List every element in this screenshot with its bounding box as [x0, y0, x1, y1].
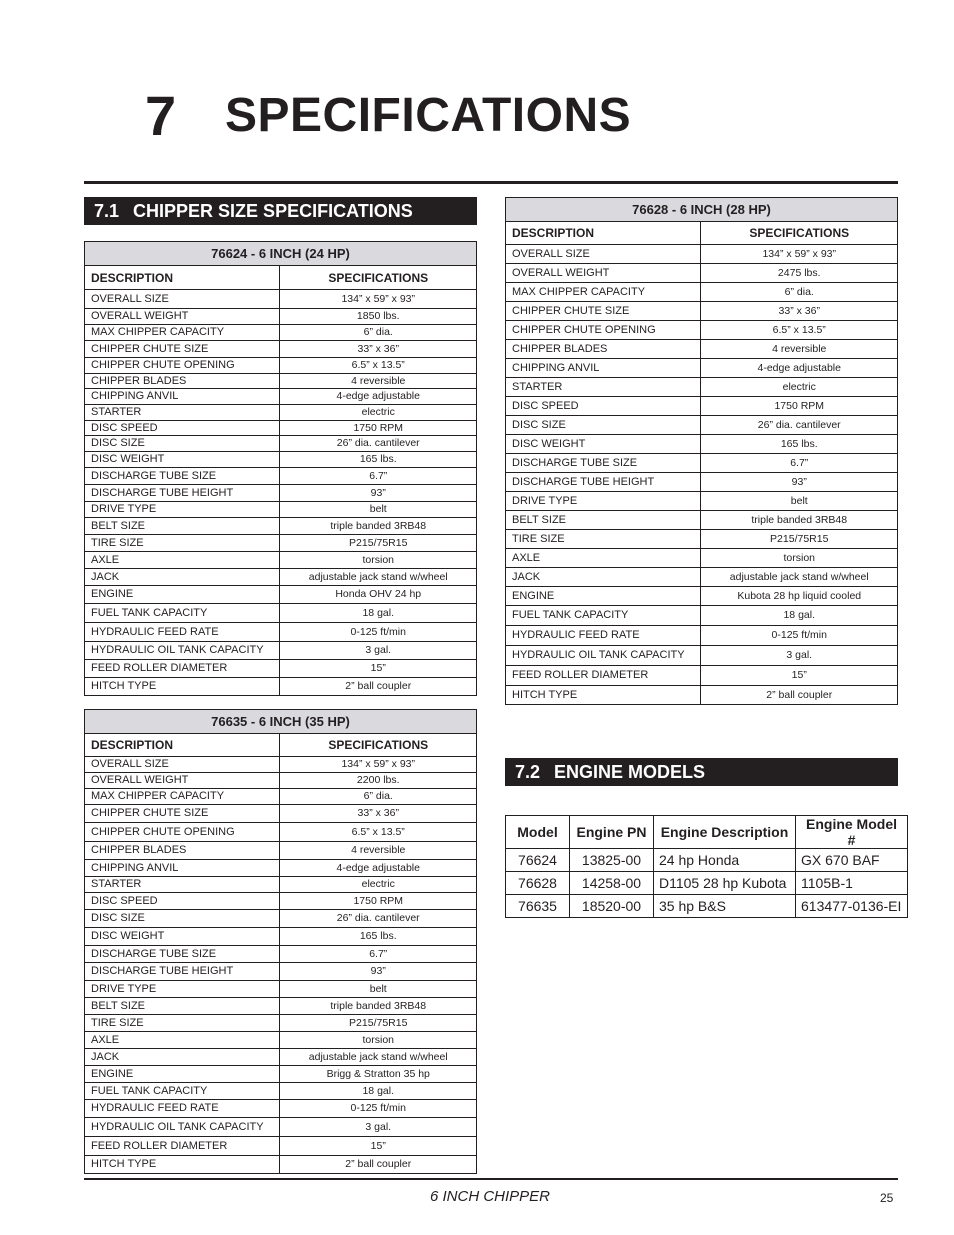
table-row — [85, 963, 477, 981]
engine-model-number-cell: 613477-0136-EI — [796, 895, 908, 918]
spec-value-cell: 6” dia. — [280, 789, 477, 805]
table-row — [506, 454, 898, 473]
spec-description-cell: CHIPPER CHUTE SIZE — [85, 805, 280, 823]
spec-description-cell: DRIVE TYPE — [85, 981, 280, 998]
spec-value-cell: 6.5” x 13.5” — [280, 823, 477, 842]
spec-description-cell: HYDRAULIC FEED RATE — [506, 626, 701, 646]
spec-description-cell: MAX CHIPPER CAPACITY — [85, 789, 280, 805]
table-row — [506, 264, 898, 283]
spec-value-cell: 0-125 ft/min — [701, 626, 898, 646]
spec-value-cell: P215/75R15 — [280, 535, 477, 552]
chapter-number: 7 — [145, 83, 177, 147]
section-heading-chipper — [84, 197, 477, 225]
table-row — [85, 389, 477, 405]
column-header-description: DESCRIPTION — [506, 222, 701, 245]
spec-value-cell: electric — [280, 877, 477, 893]
column-header-engine-description: Engine Description — [654, 816, 796, 849]
spec-description-cell: MAX CHIPPER CAPACITY — [506, 283, 701, 302]
spec-value-cell: electric — [701, 378, 898, 397]
table-row — [85, 374, 477, 389]
spec-description-cell: STARTER — [506, 378, 701, 397]
spec-description-cell: JACK — [85, 1049, 280, 1066]
table-row — [506, 646, 898, 666]
spec-description-cell: CHIPPER CHUTE OPENING — [85, 823, 280, 842]
spec-value-cell: 4-edge adjustable — [701, 359, 898, 378]
spec-description-cell: DISCHARGE TUBE HEIGHT — [85, 963, 280, 981]
table-row — [85, 877, 477, 893]
spec-description-cell: DISC SPEED — [85, 421, 280, 436]
spec-description-cell: FUEL TANK CAPACITY — [85, 604, 280, 623]
spec-description-cell: HITCH TYPE — [85, 1156, 280, 1174]
table-row — [506, 397, 898, 416]
spec-description-cell: HYDRAULIC OIL TANK CAPACITY — [506, 646, 701, 666]
spec-value-cell: 4-edge adjustable — [280, 860, 477, 877]
spec-description-cell: CHIPPER BLADES — [85, 842, 280, 860]
spec-description-cell: HYDRAULIC OIL TANK CAPACITY — [85, 1118, 280, 1137]
spec-description-cell: FEED ROLLER DIAMETER — [506, 666, 701, 686]
table-row — [506, 530, 898, 549]
column-header-specifications: SPECIFICATIONS — [280, 734, 477, 757]
table-row — [506, 302, 898, 321]
spec-value-cell: 26” dia. cantilever — [280, 436, 477, 452]
spec-description-cell: CHIPPER CHUTE SIZE — [506, 302, 701, 321]
table-row — [506, 435, 898, 454]
table-row — [85, 290, 477, 309]
spec-description-cell: FUEL TANK CAPACITY — [85, 1083, 280, 1100]
engine-model-cell: 76635 — [506, 895, 570, 918]
spec-description-cell: DISC SPEED — [85, 893, 280, 910]
table-row — [85, 678, 477, 696]
table-row — [85, 623, 477, 642]
spec-description-cell: OVERALL SIZE — [506, 245, 701, 264]
spec-description-cell: DISC SIZE — [506, 416, 701, 435]
column-header-specifications: SPECIFICATIONS — [701, 222, 898, 245]
spec-description-cell: CHIPPING ANVIL — [85, 389, 280, 405]
spec-value-cell: 2” ball coupler — [280, 1156, 477, 1174]
spec-value-cell: 18 gal. — [280, 1083, 477, 1100]
spec-description-cell: CHIPPER CHUTE OPENING — [506, 321, 701, 340]
footer-title: 6 INCH CHIPPER — [429, 1188, 551, 1205]
spec-value-cell: 6.5” x 13.5” — [280, 358, 477, 374]
spec-value-cell: Kubota 28 hp liquid cooled — [701, 587, 898, 606]
table-row — [85, 1118, 477, 1137]
spec-value-cell: 6.7” — [280, 468, 477, 485]
table-row — [85, 1032, 477, 1049]
spec-description-cell: FUEL TANK CAPACITY — [506, 606, 701, 626]
spec-description-cell: ENGINE — [85, 586, 280, 604]
spec-value-cell: Brigg & Stratton 35 hp — [280, 1066, 477, 1083]
spec-value-cell: 6” dia. — [280, 325, 477, 341]
spec-description-cell: OVERALL WEIGHT — [85, 773, 280, 789]
spec-value-cell: 33” x 36” — [280, 341, 477, 358]
table-row — [85, 309, 477, 325]
table-row — [506, 416, 898, 435]
engine-description-cell: 35 hp B&S — [654, 895, 796, 918]
spec-value-cell: P215/75R15 — [701, 530, 898, 549]
spec-description-cell: AXLE — [85, 1032, 280, 1049]
spec-description-cell: OVERALL WEIGHT — [85, 309, 280, 325]
spec-value-cell: 33” x 36” — [280, 805, 477, 823]
column-header-description: DESCRIPTION — [85, 266, 280, 290]
engine-model-number-cell: 1105B-1 — [796, 872, 908, 895]
column-header-engine-model: Engine Model # — [796, 816, 908, 849]
spec-table-76635 — [84, 709, 477, 1174]
spec-value-cell: 1750 RPM — [280, 421, 477, 436]
table-row — [85, 535, 477, 552]
spec-description-cell: HYDRAULIC OIL TANK CAPACITY — [85, 642, 280, 660]
spec-description-cell: TIRE SIZE — [85, 1015, 280, 1032]
spec-value-cell: 4 reversible — [701, 340, 898, 359]
spec-value-cell: 2” ball coupler — [280, 678, 477, 696]
table-row — [85, 1049, 477, 1066]
table-row — [506, 549, 898, 568]
table-row — [506, 378, 898, 397]
table-row — [506, 568, 898, 587]
table-row — [85, 1066, 477, 1083]
spec-description-cell: DRIVE TYPE — [506, 492, 701, 511]
spec-description-cell: BELT SIZE — [85, 998, 280, 1015]
spec-description-cell: CHIPPING ANVIL — [85, 860, 280, 877]
spec-description-cell: DISC SIZE — [85, 910, 280, 928]
section-title: ENGINE MODELS — [554, 761, 706, 782]
spec-description-cell: MAX CHIPPER CAPACITY — [85, 325, 280, 341]
spec-description-cell: OVERALL WEIGHT — [506, 264, 701, 283]
table-row — [506, 587, 898, 606]
spec-value-cell: 165 lbs. — [701, 435, 898, 454]
spec-description-cell: ENGINE — [506, 587, 701, 606]
spec-description-cell: TIRE SIZE — [85, 535, 280, 552]
spec-description-cell: FEED ROLLER DIAMETER — [85, 660, 280, 678]
spec-description-cell: STARTER — [85, 405, 280, 421]
spec-description-cell: HITCH TYPE — [85, 678, 280, 696]
table-row — [85, 842, 477, 860]
spec-description-cell: CHIPPER BLADES — [85, 374, 280, 389]
engine-model-number-cell: GX 670 BAF — [796, 849, 908, 872]
table-row — [85, 893, 477, 910]
table-row — [85, 757, 477, 773]
spec-value-cell: 165 lbs. — [280, 928, 477, 946]
spec-value-cell: triple banded 3RB48 — [280, 998, 477, 1015]
spec-value-cell: 15” — [280, 660, 477, 678]
section-title: CHIPPER SIZE SPECIFICATIONS — [133, 200, 413, 221]
table-row — [85, 910, 477, 928]
spec-value-cell: P215/75R15 — [280, 1015, 477, 1032]
engine-description-cell: 24 hp Honda — [654, 849, 796, 872]
spec-value-cell: torsion — [280, 1032, 477, 1049]
engine-pn-cell: 18520-00 — [570, 895, 654, 918]
chapter-title: SPECIFICATIONS — [225, 88, 632, 142]
table-model-title: 76628 - 6 INCH (28 HP) — [506, 198, 898, 222]
table-row — [506, 606, 898, 626]
table-row — [85, 569, 477, 586]
spec-value-cell: adjustable jack stand w/wheel — [280, 569, 477, 586]
table-row — [85, 1156, 477, 1174]
spec-description-cell: DISCHARGE TUBE HEIGHT — [85, 485, 280, 502]
section-heading-engine — [505, 758, 898, 786]
spec-value-cell: 18 gal. — [280, 604, 477, 623]
spec-value-cell: 18 gal. — [701, 606, 898, 626]
table-row — [85, 1137, 477, 1156]
table-row — [506, 511, 898, 530]
spec-description-cell: DISC SPEED — [506, 397, 701, 416]
spec-description-cell: DISCHARGE TUBE HEIGHT — [506, 473, 701, 492]
spec-description-cell: HYDRAULIC FEED RATE — [85, 1100, 280, 1118]
spec-description-cell: DISC WEIGHT — [85, 928, 280, 946]
table-row — [85, 604, 477, 623]
spec-description-cell: CHIPPER BLADES — [506, 340, 701, 359]
table-row — [506, 245, 898, 264]
engine-description-cell: D1105 28 hp Kubota — [654, 872, 796, 895]
table-row — [85, 998, 477, 1015]
table-row — [85, 436, 477, 452]
spec-value-cell: 165 lbs. — [280, 452, 477, 468]
table-row — [85, 341, 477, 358]
table-row — [85, 642, 477, 660]
spec-value-cell: adjustable jack stand w/wheel — [701, 568, 898, 587]
table-row — [506, 283, 898, 302]
spec-value-cell: 93” — [280, 963, 477, 981]
table-row — [85, 805, 477, 823]
table-row — [85, 586, 477, 604]
table-row — [506, 666, 898, 686]
spec-description-cell: CHIPPER CHUTE SIZE — [85, 341, 280, 358]
spec-description-cell: BELT SIZE — [506, 511, 701, 530]
table-row — [85, 502, 477, 518]
column-header-model: Model — [506, 816, 570, 849]
spec-description-cell: DRIVE TYPE — [85, 502, 280, 518]
table-row — [85, 485, 477, 502]
spec-table-76628 — [505, 197, 898, 705]
spec-description-cell: AXLE — [85, 552, 280, 569]
spec-table-76624 — [84, 241, 477, 696]
spec-description-cell: JACK — [85, 569, 280, 586]
table-row — [85, 860, 477, 877]
spec-description-cell: CHIPPER CHUTE OPENING — [85, 358, 280, 374]
spec-value-cell: 26” dia. cantilever — [701, 416, 898, 435]
table-row — [85, 1015, 477, 1032]
table-row — [85, 773, 477, 789]
spec-description-cell: FEED ROLLER DIAMETER — [85, 1137, 280, 1156]
table-model-title: 76624 - 6 INCH (24 HP) — [85, 242, 477, 266]
table-row — [506, 359, 898, 378]
column-header-specifications: SPECIFICATIONS — [280, 266, 477, 290]
spec-description-cell: ENGINE — [85, 1066, 280, 1083]
spec-value-cell: 4 reversible — [280, 842, 477, 860]
spec-description-cell: STARTER — [85, 877, 280, 893]
section-number: 7.2 — [515, 761, 541, 782]
spec-value-cell: 33” x 36” — [701, 302, 898, 321]
spec-value-cell: 4 reversible — [280, 374, 477, 389]
chapter-heading — [145, 80, 631, 150]
spec-value-cell: 6.7” — [701, 454, 898, 473]
spec-value-cell: 2200 lbs. — [280, 773, 477, 789]
table-row — [85, 421, 477, 436]
spec-description-cell: HYDRAULIC FEED RATE — [85, 623, 280, 642]
spec-description-cell: JACK — [506, 568, 701, 587]
spec-value-cell: 2” ball coupler — [701, 686, 898, 705]
spec-value-cell: Honda OHV 24 hp — [280, 586, 477, 604]
spec-description-cell: DISC WEIGHT — [506, 435, 701, 454]
spec-value-cell: 1850 lbs. — [280, 309, 477, 325]
spec-value-cell: 0-125 ft/min — [280, 623, 477, 642]
spec-description-cell: HITCH TYPE — [506, 686, 701, 705]
spec-value-cell: adjustable jack stand w/wheel — [280, 1049, 477, 1066]
table-row — [85, 358, 477, 374]
table-row — [506, 492, 898, 511]
spec-description-cell: CHIPPING ANVIL — [506, 359, 701, 378]
engine-pn-cell: 14258-00 — [570, 872, 654, 895]
engine-model-cell: 76628 — [506, 872, 570, 895]
spec-value-cell: belt — [280, 981, 477, 998]
spec-value-cell: 4-edge adjustable — [280, 389, 477, 405]
table-row — [85, 823, 477, 842]
spec-description-cell: DISC WEIGHT — [85, 452, 280, 468]
engine-models-table — [505, 815, 908, 918]
engine-pn-cell: 13825-00 — [570, 849, 654, 872]
column-header-engine-pn: Engine PN — [570, 816, 654, 849]
spec-description-cell: OVERALL SIZE — [85, 757, 280, 773]
spec-description-cell: AXLE — [506, 549, 701, 568]
spec-description-cell: DISCHARGE TUBE SIZE — [506, 454, 701, 473]
table-row — [506, 872, 908, 895]
table-model-title: 76635 - 6 INCH (35 HP) — [85, 710, 477, 734]
spec-value-cell: 3 gal. — [280, 642, 477, 660]
spec-value-cell: 26” dia. cantilever — [280, 910, 477, 928]
spec-value-cell: triple banded 3RB48 — [701, 511, 898, 530]
table-row — [85, 660, 477, 678]
spec-value-cell: 134” x 59” x 93” — [701, 245, 898, 264]
spec-value-cell: electric — [280, 405, 477, 421]
spec-description-cell: OVERALL SIZE — [85, 290, 280, 309]
spec-description-cell: TIRE SIZE — [506, 530, 701, 549]
spec-value-cell: torsion — [701, 549, 898, 568]
table-row — [506, 895, 908, 918]
table-row — [85, 405, 477, 421]
spec-value-cell: 3 gal. — [280, 1118, 477, 1137]
section-number: 7.1 — [94, 200, 120, 221]
spec-description-cell: DISCHARGE TUBE SIZE — [85, 946, 280, 963]
table-row — [506, 321, 898, 340]
table-row — [85, 789, 477, 805]
column-header-description: DESCRIPTION — [85, 734, 280, 757]
spec-value-cell: 15” — [701, 666, 898, 686]
spec-description-cell: DISC SIZE — [85, 436, 280, 452]
page-number: 25 — [880, 1191, 894, 1205]
spec-value-cell: belt — [280, 502, 477, 518]
spec-value-cell: 0-125 ft/min — [280, 1100, 477, 1118]
table-row — [506, 686, 898, 705]
spec-value-cell: 2475 lbs. — [701, 264, 898, 283]
spec-value-cell: 6.5” x 13.5” — [701, 321, 898, 340]
table-row — [506, 473, 898, 492]
spec-value-cell: 134” x 59” x 93” — [280, 757, 477, 773]
bottom-divider — [84, 1178, 898, 1180]
spec-value-cell: 6” dia. — [701, 283, 898, 302]
table-row — [85, 452, 477, 468]
engine-model-cell: 76624 — [506, 849, 570, 872]
table-row — [85, 518, 477, 535]
spec-value-cell: torsion — [280, 552, 477, 569]
table-row — [85, 468, 477, 485]
spec-value-cell: 134” x 59” x 93” — [280, 290, 477, 309]
spec-value-cell: 6.7” — [280, 946, 477, 963]
table-row — [85, 928, 477, 946]
table-row — [506, 340, 898, 359]
spec-description-cell: DISCHARGE TUBE SIZE — [85, 468, 280, 485]
top-divider — [84, 181, 898, 184]
spec-value-cell: belt — [701, 492, 898, 511]
spec-description-cell: BELT SIZE — [85, 518, 280, 535]
spec-value-cell: 1750 RPM — [280, 893, 477, 910]
table-row — [85, 981, 477, 998]
spec-value-cell: triple banded 3RB48 — [280, 518, 477, 535]
table-row — [85, 325, 477, 341]
table-row — [85, 552, 477, 569]
spec-value-cell: 15” — [280, 1137, 477, 1156]
spec-value-cell: 93” — [701, 473, 898, 492]
table-row — [85, 1083, 477, 1100]
spec-value-cell: 93” — [280, 485, 477, 502]
spec-value-cell: 1750 RPM — [701, 397, 898, 416]
table-row — [506, 626, 898, 646]
table-row — [85, 1100, 477, 1118]
spec-value-cell: 3 gal. — [701, 646, 898, 666]
table-row — [506, 849, 908, 872]
table-row — [85, 946, 477, 963]
